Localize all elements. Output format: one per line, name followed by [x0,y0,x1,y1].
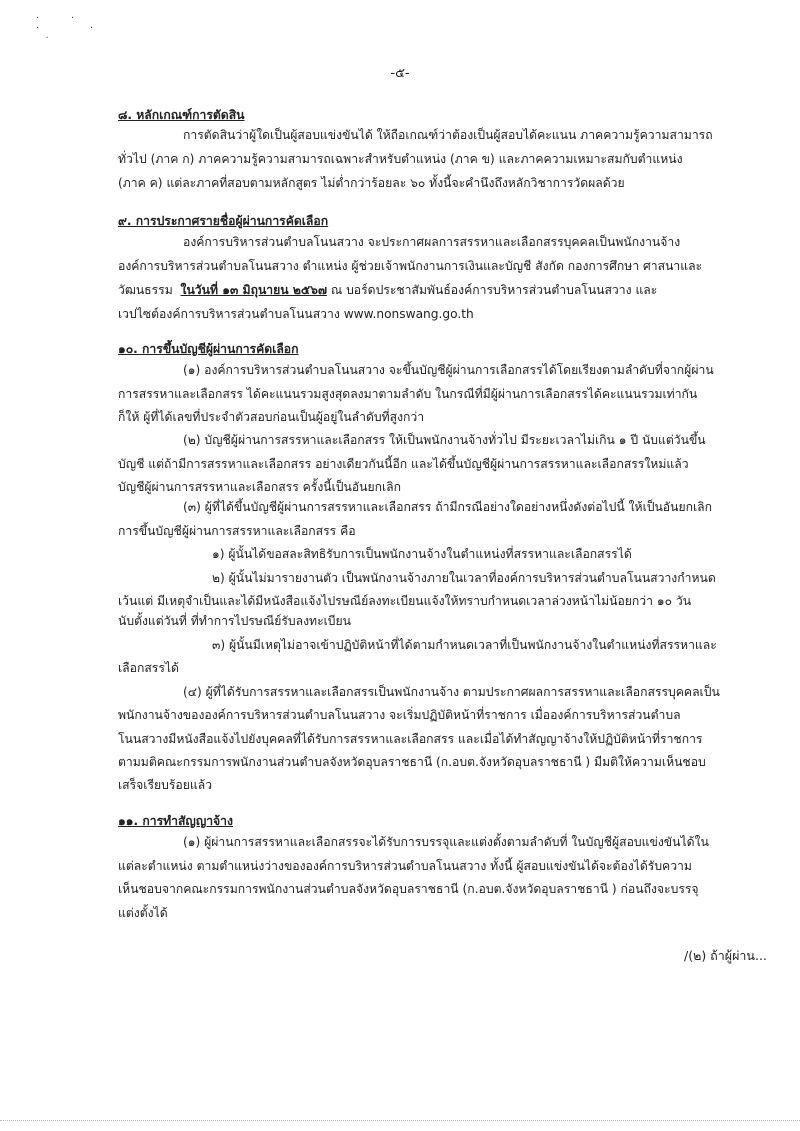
paragraph-line: นับตั้งแต่วันที่ ที่ทำการไปรษณีย์รับลงทะเบียน [118,614,352,628]
section-heading: ๙. การประกาศรายชื่อผู้ผ่านการคัดเลือก [118,214,329,228]
announcement-date: ในวันที่ ๑๓ มิถุนายน ๒๕๖๗ [180,283,328,297]
section-heading: ๑๑. การทำสัญญาจ้าง [118,814,233,828]
paragraph-line: (ภาค ค) แต่ละภาคที่สอบตามหลักสูตร ไม่ต่ำกว่าร้อยละ ๖๐ ทั้งนี้จะคำนึงถึงหลักวิชาการวัดผลด้วย [118,176,625,190]
paragraph-text: ณ บอร์ดประชาสัมพันธ์องค์การบริหารส่วนตำบลโนนสวาง และ [327,283,658,297]
paragraph-line: ๓) ผู้นั้นมีเหตุไม่อาจเข้าปฏิบัติหน้าที่ได้ตามกำหนดเวลาที่เป็นพนักงานจ้างในตำแหน่งที่สรรหาและ [212,638,717,652]
paragraph-line: บัญชีผู้ผ่านการสรรหาและเลือกสรร ครั้งนี้เป็นอันยกเลิก [118,480,402,494]
paragraph-line [118,281,657,299]
page-number: -๕- [390,66,410,81]
continuation-note: /(๒) ถ้าผู้ผ่าน... [684,948,767,963]
paragraph-line: (๒) บัญชีผู้ผ่านการสรรหาและเลือกสรร ให้เป็นพนักงานจ้างทั่วไป มีระยะเวลาไม่เกิน ๑ ปี นับแต่วันขึ้น [183,433,706,447]
paragraph-line: เสร็จเรียบร้อยแล้ว [118,778,213,792]
paragraph-line: บัญชี แต่ถ้ามีการสรรหาและเลือกสรร อย่างเดียวกันนี้อีก และได้ขึ้นบัญชีผู้ผ่านการสรรหาและเลือกสรรใหม่แล้ว [118,457,689,471]
paragraph-line: แต่งตั้งได้ [118,906,168,920]
paragraph-line: แต่ละตำแหน่ง ตามตำแหน่งว่างขององค์การบริหารส่วนตำบลโนนสวาง ทั้งนี้ ผู้สอบแข่งขันได้จะต้องได้รับความ [118,859,692,873]
paragraph-line: องค์การบริหารส่วนตำบลโนนสวาง จะประกาศผลการสรรหาและเลือกสรรบุคคลเป็นพนักงานจ้าง [183,235,681,249]
paragraph-line: การสรรหาและเลือกสรร ได้คะแนนรวมสูงสุดลงมาตามลำดับ ในกรณีที่มีผู้ผ่านการเลือกสรรได้คะแนนรวมเท่ากัน [118,387,698,401]
paragraph-line: เวปไซต์องค์การบริหารส่วนตำบลโนนสวาง www.nonswang.go.th [118,307,474,321]
paragraph-line: ตามมติคณะกรรมการพนักงานส่วนตำบลจังหวัดอุบลราชธานี (ก.อบต.จังหวัดอุบลราชธานี ) มีมติให้ความเห็นชอบ [118,755,706,769]
paragraph-line: โนนสวางมีหนังสือแจ้งไปยังบุคคลที่ได้รับการสรรหาและเลือกสรร และเมื่อได้ทำสัญญาจ้างให้ปฏิบัติหน้าที่ราชการ [118,732,703,746]
paragraph-line: เห็นชอบจากคณะกรรมการพนักงานส่วนตำบลจังหวัดอุบลราชธานี (ก.อบต.จังหวัดอุบลราชธานี ) ก่อนถึงจะบรรจุ [118,882,699,896]
paragraph-line: (๔) ผู้ที่ได้รับการสรรหาและเลือกสรรเป็นพนักงานจ้าง ตามประกาศผลการสรรหาและเลือกสรรบุคคลเป็น [183,685,720,699]
paragraph-line: (๑) ผู้ผ่านการสรรหาและเลือกสรรจะได้รับการบรรจุและแต่งตั้งตามลำดับที่ ในบัญชีผู้สอบแข่งขันได้ใน [183,835,709,849]
paragraph-line: (๓) ผู้ที่ได้ขึ้นบัญชีผู้ผ่านการสรรหาและเลือกสรร ถ้ามีกรณีอย่างใดอย่างหนึ่งดังต่อไปนี้ ให้เป็นอันยกเลิก [183,500,712,514]
paragraph-line: เลือกสรรได้ [118,661,179,675]
paragraph-line: ๑) ผู้นั้นได้ขอสละสิทธิรับการเป็นพนักงานจ้างในตำแหน่งที่สรรหาและเลือกสรรได้ [212,547,632,561]
section-heading: ๘. หลักเกณฑ์การตัดสิน [118,108,245,122]
section-heading: ๑๐. การขึ้นบัญชีผู้ผ่านการคัดเลือก [118,342,299,356]
scan-specks: · · · · · [36,13,94,44]
paragraph-text: วัฒนธรรม [118,283,173,297]
paragraph-line: (๑) องค์การบริหารส่วนตำบลโนนสวาง จะขึ้นบัญชีผู้ผ่านการเลือกสรรได้โดยเรียงตามลำดับที่จากผู้ผ่าน [183,363,714,377]
paragraph-line: ทั่วไป (ภาค ก) ภาคความรู้ความสามารถเฉพาะสำหรับตำแหน่ง (ภาค ข) และภาคความเหมาะสมกับตำแหน่ง [118,152,683,166]
paragraph-line: พนักงานจ้างขององค์การบริหารส่วนตำบลโนนสวาง จะเริ่มปฏิบัติหน้าที่ราชการ เมื่อองค์การบริหารส่วนตำบล [118,708,681,722]
paragraph-line: ๒) ผู้นั้นไม่มารายงานตัว เป็นพนักงานจ้างภายในเวลาที่องค์การบริหารส่วนตำบลโนนสวางกำหนด [212,571,716,585]
paragraph-line: ก็ให้ ผู้ที่ได้เลขที่ประจำตัวสอบก่อนเป็นผู้อยู่ในลำดับที่สูงกว่า [118,410,425,424]
paragraph-line: การขึ้นบัญชีผู้ผ่านการสรรหาและเลือกสรร คือ [118,524,356,538]
bottom-border [0,1120,800,1121]
paragraph-line: การตัดสินว่าผู้ใดเป็นผู้สอบแข่งขันได้ ให้ถือเกณฑ์ว่าต้องเป็นผู้สอบได้คะแนน ภาคความรู้ความสามารถ [183,128,713,142]
paragraph-line: องค์การบริหารส่วนตำบลโนนสวาง ตำแหน่ง ผู้ช่วยเจ้าพนักงานการเงินและบัญชี สังกัด กองการศึกษา ศาสนาและ [118,259,703,273]
paragraph-line: เว้นแต่ มีเหตุจำเป็นและได้มีหนังสือแจ้งไปรษณีย์ลงทะเบียนแจ้งให้ทราบกำหนดเวลาล่วงหน้าไม่น้อยกว่า ๑๐ วัน [118,594,692,608]
